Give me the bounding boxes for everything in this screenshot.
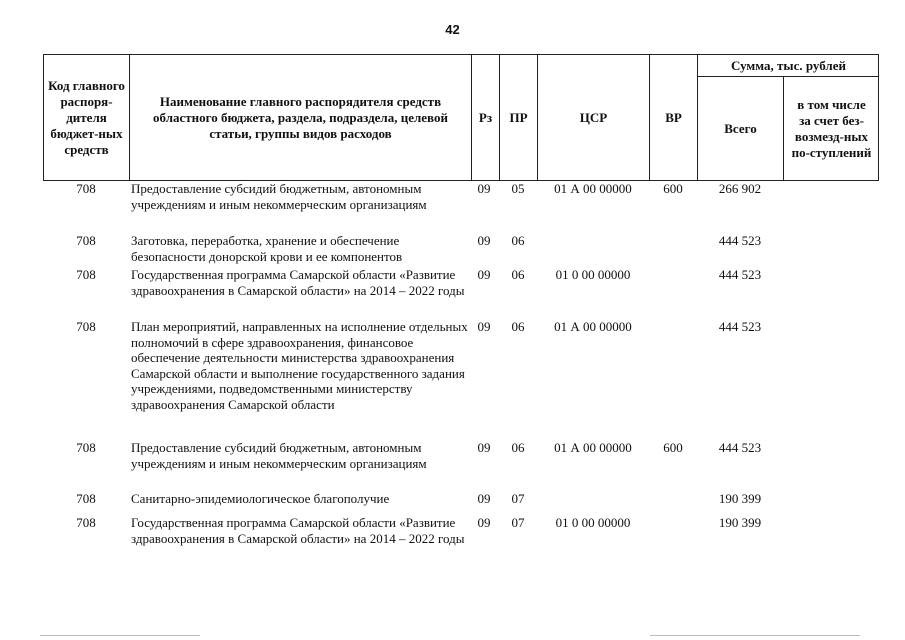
cell-total: 444 523 — [718, 267, 762, 282]
footer-divider — [650, 635, 860, 636]
cell-vr: 600 — [663, 440, 683, 455]
cell-pr: 06 — [511, 440, 525, 455]
cell-rz: 09 — [477, 233, 491, 248]
cell-pr: 06 — [511, 267, 525, 282]
cell-rz: 09 — [477, 319, 491, 334]
cell-pr: 07 — [511, 491, 525, 506]
cell-code: 708 — [76, 319, 96, 334]
cell-code: 708 — [76, 515, 96, 530]
cell-total: 266 902 — [718, 181, 762, 196]
page-number: 42 — [445, 22, 460, 37]
cell-name: Государственная программа Самарской области «Развитие здравоохранения в Самарской области» на 2014 – 2022 годы — [131, 267, 465, 298]
cell-code: 708 — [76, 233, 96, 248]
cell-code: 708 — [76, 491, 96, 506]
cell-total: 444 523 — [718, 440, 762, 455]
cell-total: 190 399 — [718, 515, 762, 530]
cell-rz: 09 — [477, 491, 491, 506]
cell-name: План мероприятий, направленных на исполнение отдельных полномочий в сфере здравоохранения, финансовое обеспечение деятельности министерства здравоохранения Самарской области и выполнение государственного задания учреждениями, подведомственными министерству здравоохранения Самарской области — [131, 319, 468, 412]
cell-csr: 01 А 00 00000 — [554, 181, 632, 196]
header-vr: ВР — [649, 54, 697, 181]
footer-divider — [40, 635, 200, 636]
header-pr: ПР — [499, 54, 537, 181]
table-header — [43, 54, 879, 181]
cell-code: 708 — [76, 267, 96, 282]
cell-csr: 01 0 00 00000 — [555, 515, 631, 530]
cell-csr: 01 0 00 00000 — [555, 267, 631, 282]
cell-csr: 01 А 00 00000 — [554, 440, 632, 455]
cell-name: Санитарно-эпидемиологическое благополучие — [131, 491, 390, 506]
header-name: Наименование главного распорядителя средств областного бюджета, раздела, подраздела, целевой статьи, группы видов расходов — [129, 54, 471, 181]
cell-name: Государственная программа Самарской области «Развитие здравоохранения в Самарской области» на 2014 – 2022 годы — [131, 515, 465, 546]
header-sum: Сумма, тыс. рублей — [697, 54, 879, 76]
cell-rz: 09 — [477, 515, 491, 530]
cell-pr: 07 — [511, 515, 525, 530]
header-rz: Рз — [471, 54, 499, 181]
cell-pr: 06 — [511, 233, 525, 248]
cell-rz: 09 — [477, 267, 491, 282]
cell-total: 444 523 — [718, 319, 762, 334]
cell-rz: 09 — [477, 181, 491, 196]
cell-vr: 600 — [663, 181, 683, 196]
header-total: Всего — [697, 76, 783, 181]
header-code: Код главного распоря-дителя бюджет-ных средств — [43, 54, 129, 181]
cell-pr: 06 — [511, 319, 525, 334]
cell-code: 708 — [76, 181, 96, 196]
header-csr: ЦСР — [537, 54, 649, 181]
cell-total: 190 399 — [718, 491, 762, 506]
cell-total: 444 523 — [718, 233, 762, 248]
cell-csr: 01 А 00 00000 — [554, 319, 632, 334]
header-free: в том числе за счет без-возмезд-ных по-ступлений — [783, 76, 879, 181]
cell-code: 708 — [76, 440, 96, 455]
cell-pr: 05 — [511, 181, 525, 196]
cell-name: Заготовка, переработка, хранение и обеспечение безопасности донорской крови и ее компонентов — [131, 233, 403, 264]
cell-name: Предоставление субсидий бюджетным, автономным учреждениям и иным некоммерческим организациям — [131, 181, 427, 212]
cell-name: Предоставление субсидий бюджетным, автономным учреждениям и иным некоммерческим организациям — [131, 440, 427, 471]
cell-rz: 09 — [477, 440, 491, 455]
